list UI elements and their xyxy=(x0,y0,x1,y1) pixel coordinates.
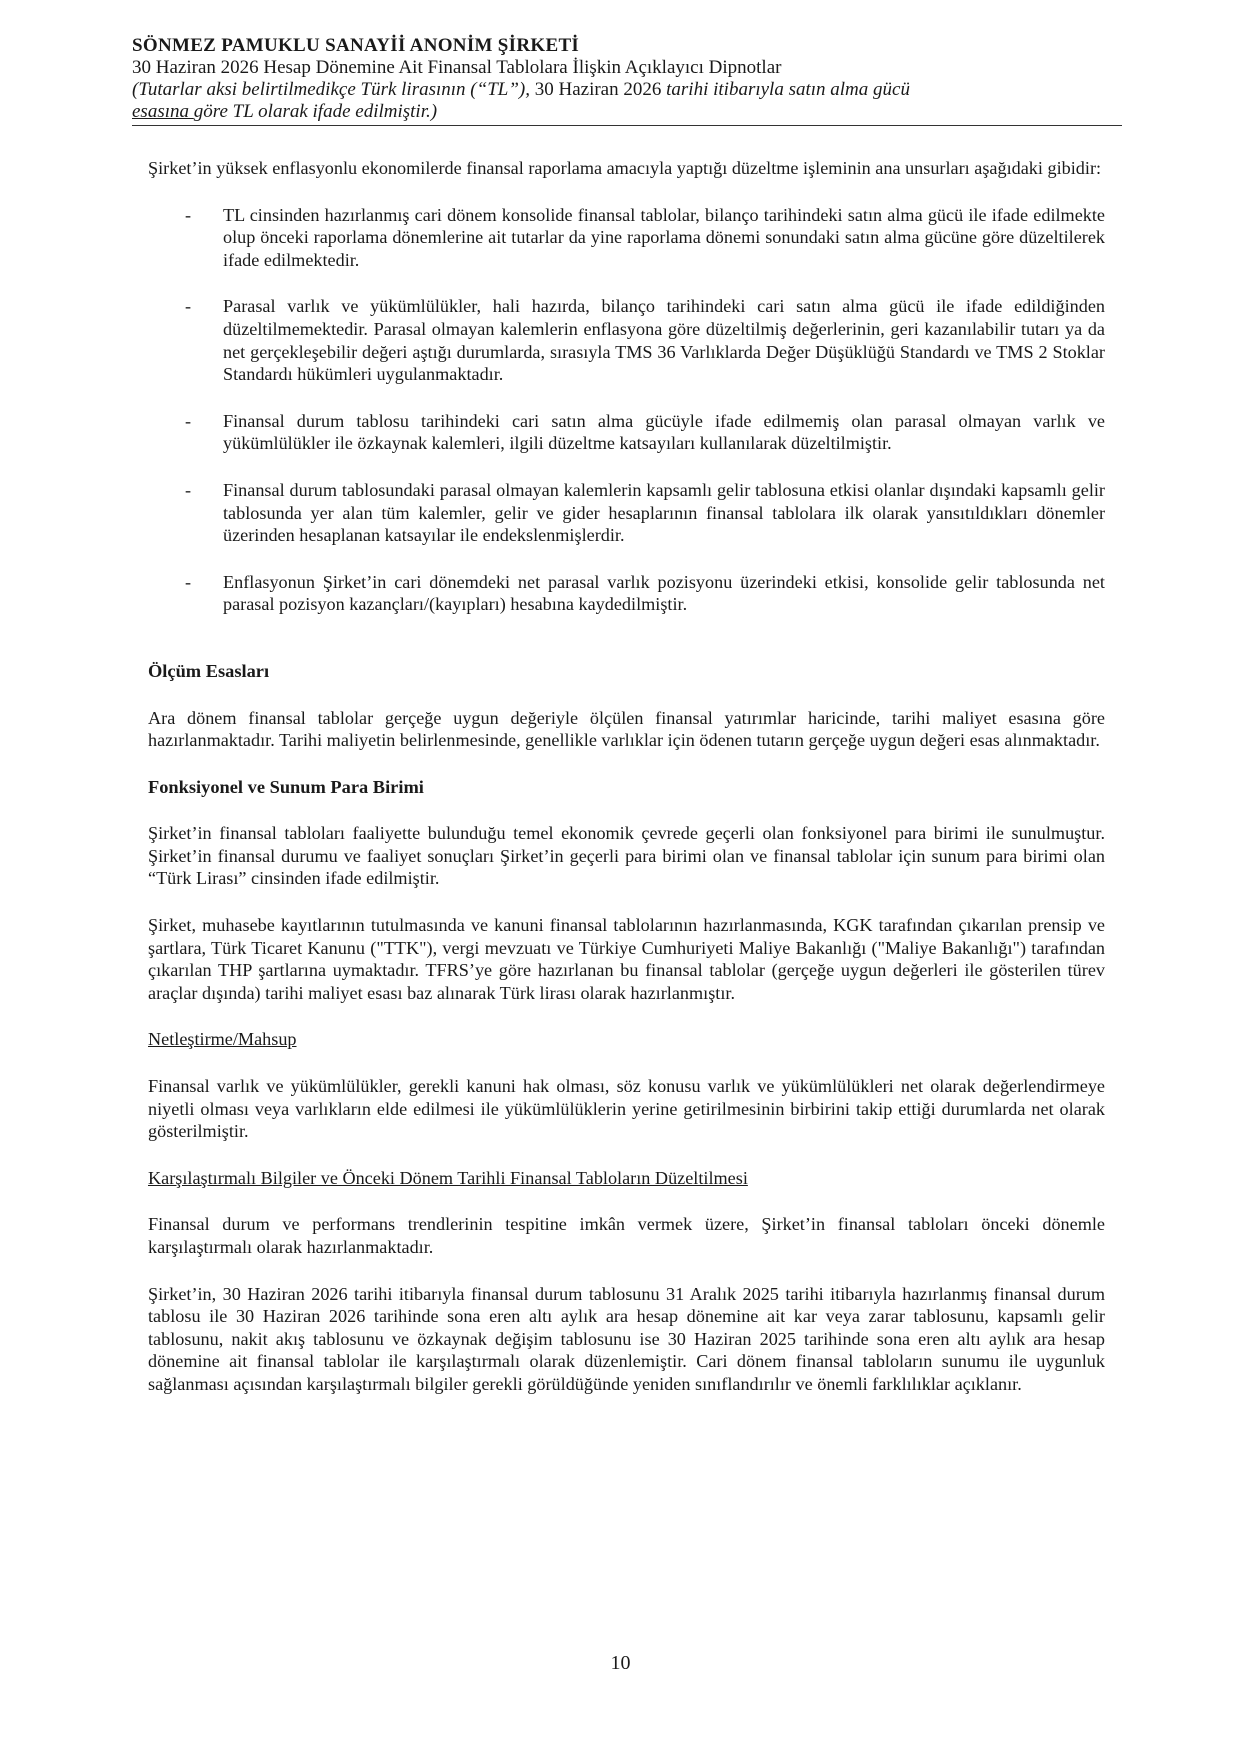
olcum-paragraph: Ara dönem finansal tablolar gerçeğe uygun değeriyle ölçülen finansal yatırımlar haricinde, tarihi maliyet esasına göre hazırlanmaktadır. Tarihi maliyetin belirlenmesinde, genellikle varlıklar için ödenen tutarın gerçeğe uygun değeri esas alınmaktadır. xyxy=(148,707,1105,751)
netlestirme-paragraph: Finansal varlık ve yükümlülükler, gerekli kanuni hak olması, söz konusu varlık ve yükümlülükleri net olarak değerlendirmeye niyetli olması veya varlıkların elde edilmesi ile yükümlülüklerin yerine getirilmesinin birbirini takip ettiği durumlarda net olarak gösterilmiştir. xyxy=(148,1076,1105,1142)
adjustment-list xyxy=(148,204,1105,616)
page-number: 10 xyxy=(610,1652,631,1674)
section-title-netlestirme: Netleştirme/Mahsup xyxy=(148,1029,297,1050)
list-item-text: Enflasyonun Şirket’in cari dönemdeki net parasal varlık pozisyonu üzerindeki etkisi, konsolide gelir tablosunda net parasal pozisyon kazançları/(kayıpları) hesabına kaydedilmiştir. xyxy=(223,571,1105,615)
currency-note-date: 30 Haziran 2026 xyxy=(529,79,667,100)
currency-note-part1: (Tutarlar aksi belirtilmedikçe Türk lirasının (“TL”), xyxy=(132,79,530,100)
bullet-dash: - xyxy=(185,571,192,592)
currency-note-line2b: göre TL olarak ifade edilmiştir.) xyxy=(193,101,438,122)
list-item xyxy=(148,410,1105,455)
karsilastirma-paragraph-1: Finansal durum ve performans trendlerinin tespitine imkân vermek üzere, Şirket’in finansal tabloları önceki dönemle karşılaştırmalı olarak hazırlanmaktadır. xyxy=(148,1214,1105,1257)
list-item-text: Finansal durum tablosundaki parasal olmayan kalemlerin kapsamlı gelir tablosuna etkisi olanlar dışındaki kapsamlı gelir tablosunda yer alan tüm kalemler, gelir ve gider hesaplarının finansal tablolara ilk olarak yansıtıldıkları dönemler üzerinden hesaplanan katsayılar ile endekslenmişlerdir. xyxy=(223,479,1105,546)
section-title-karsilastirma: Karşılaştırmalı Bilgiler ve Önceki Dönem Tarihli Finansal Tabloların Düzeltilmesi xyxy=(148,1167,748,1188)
fonksiyonel-paragraph-1: Şirket’in finansal tabloları faaliyette bulunduğu temel ekonomik çevrede geçerli olan fonksiyonel para birimi ile sunulmuştur. Şirket’in finansal durumu ve faaliyet sonuçları Şirket’in geçerli para birimi olan ve finansal tablolar için sunum para birimi olan “Türk Lirası” cinsinden ifade edilmiştir. xyxy=(148,823,1105,889)
list-item-text: TL cinsinden hazırlanmış cari dönem konsolide finansal tablolar, bilanço tarihindeki satın alma gücü ile ifade edilmekte olup önceki raporlama dönemlerine ait tutarlar da yine raporlama dönemi sonundaki satın alma gücüne göre düzeltilerek ifade edilmektedir. xyxy=(223,204,1105,270)
list-item-text: Parasal varlık ve yükümlülükler, hali hazırda, bilanço tarihindeki cari satın alma gücü ile ifade edildiğinden düzeltilmemektedir. Parasal olmayan kalemlerin enflasyona göre düzeltilmiş değerlerinin, geri kazanılabilir tutarı ya da net gerçekleşebilir değeri aştığı durumlarda, sırasıyla TMS 36 Varlıklarda Değer Düşüklüğü Standardı ve TMS 2 Stoklar Standardı hükümleri uygulanmaktadır. xyxy=(223,296,1105,385)
page-body xyxy=(148,157,1105,1396)
karsilastirma-paragraph-2: Şirket’in, 30 Haziran 2026 tarihi itibarıyla finansal durum tablosunu 31 Aralık 2025 tarihi itibarıyla hazırlanmış finansal durum tablosu ile 30 Haziran 2026 tarihinde sona eren altı aylık ara hesap dönemine ait kar veya zarar tablosunu, kapsamlı gelir tablosunu, nakit akış tablosunu ve özkaynak değişim tablosunu ise 30 Haziran 2025 tarihinde sona eren altı aylık ara hesap dönemine ait finansal tablolar ile karşılaştırmalı olarak düzenlemiştir. Cari dönem finansal tabloların sunumu ile uygunluk sağlanması açısından karşılaştırmalı bilgiler gerekli görüldüğünde yeniden sınıflandırılır ve önemli farklılıklar açıklanır. xyxy=(148,1283,1105,1394)
bullet-dash: - xyxy=(185,410,192,431)
page-header xyxy=(132,35,1122,126)
list-item-text: Finansal durum tablosu tarihindeki cari satın alma gücüyle ifade edilmemiş olan parasal olmayan varlık ve yükümlülükler ile özkaynak kalemleri, ilgili düzeltme katsayıları kullanılarak düzeltilmiştir. xyxy=(223,410,1105,454)
report-period: 30 Haziran 2026 Hesap Dönemine Ait Finansal Tablolara İlişkin Açıklayıcı Dipnotlar xyxy=(132,57,782,78)
bullet-dash: - xyxy=(185,204,192,225)
intro-paragraph: Şirket’in yüksek enflasyonlu ekonomilerde finansal raporlama amacıyla yaptığı düzeltme işleminin ana unsurları aşağıdaki gibidir: xyxy=(148,158,1102,178)
company-name: SÖNMEZ PAMUKLU SANAYİİ ANONİM ŞİRKETİ xyxy=(132,35,580,56)
currency-note-part3: tarihi itibarıyla satın alma gücü xyxy=(666,79,910,100)
bullet-dash: - xyxy=(185,296,192,317)
currency-note-line2a: esasına xyxy=(132,101,194,122)
list-item xyxy=(148,295,1105,385)
currency-note xyxy=(132,79,1092,123)
list-item xyxy=(148,479,1105,547)
section-title-fonksiyonel: Fonksiyonel ve Sunum Para Birimi xyxy=(148,776,424,797)
bullet-dash: - xyxy=(185,479,192,500)
fonksiyonel-paragraph-2: Şirket, muhasebe kayıtlarının tutulmasında ve kanuni finansal tablolarının hazırlanmasında, KGK tarafından çıkarılan prensip ve şartlara, Türk Ticaret Kanunu ("TTK"), vergi mevzuatı ve Türkiye Cumhuriyeti Maliye Bakanlığı ("Maliye Bakanlığı") tarafından çıkarılan THP şartlarına uymaktadır. TFRS’ye göre hazırlanan bu finansal tablolar (gerçeğe uygun değerleri ile gösterilen türev araçlar dışında) tarihi maliyet esası baz alınarak Türk lirası olarak hazırlanmıştır. xyxy=(148,915,1105,1003)
list-item xyxy=(148,204,1105,272)
list-item xyxy=(148,571,1105,616)
section-title-olcum: Ölçüm Esasları xyxy=(148,660,270,681)
